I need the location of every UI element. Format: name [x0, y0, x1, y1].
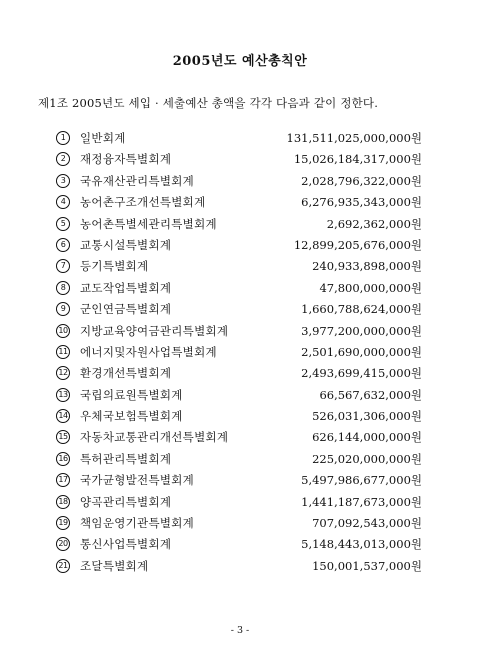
item-number: 2	[56, 152, 70, 166]
budget-item	[0, 363, 480, 384]
budget-item	[0, 278, 480, 299]
item-number: 17	[56, 473, 70, 487]
budget-item	[0, 149, 480, 170]
account-name: 양곡관리특별회계	[80, 494, 172, 509]
account-name: 등기특별회계	[80, 259, 149, 274]
budget-item	[0, 513, 480, 534]
item-number: 12	[56, 366, 70, 380]
budget-item	[0, 470, 480, 491]
account-amount: 150,001,537,000원	[312, 558, 422, 573]
account-name: 군인연금특별회계	[80, 302, 172, 317]
account-amount: 240,933,898,000원	[312, 259, 422, 274]
account-amount: 2,692,362,000원	[326, 216, 422, 231]
budget-item	[0, 235, 480, 256]
account-name: 재정융자특별회계	[80, 152, 172, 167]
account-name: 교통시설특별회계	[80, 237, 172, 252]
budget-item	[0, 321, 480, 342]
account-amount: 66,567,632,000원	[319, 387, 422, 402]
budget-item	[0, 385, 480, 406]
account-name: 지방교육양여금관리특별회계	[80, 323, 229, 338]
account-name: 농어촌특별세관리특별회계	[80, 216, 217, 231]
budget-item	[0, 492, 480, 513]
item-number: 7	[56, 259, 70, 273]
account-amount: 12,899,205,676,000원	[293, 237, 422, 252]
item-number: 3	[56, 174, 70, 188]
budget-item	[0, 534, 480, 555]
account-name: 농어촌구조개선특별회계	[80, 195, 206, 210]
document-title: 2005년도 예산총칙안	[172, 54, 308, 69]
item-number: 9	[56, 302, 70, 316]
account-amount: 626,144,000,000원	[312, 430, 422, 445]
account-amount: 707,092,543,000원	[312, 516, 422, 531]
budget-item	[0, 449, 480, 470]
budget-item	[0, 192, 480, 213]
account-name: 특허관리특별회계	[80, 451, 172, 466]
item-number: 5	[56, 217, 70, 231]
budget-item	[0, 256, 480, 277]
account-name: 에너지및자원사업특별회계	[80, 344, 217, 359]
page-number: - 3 -	[230, 625, 250, 636]
item-number: 1	[56, 131, 70, 145]
budget-item	[0, 342, 480, 363]
item-number: 6	[56, 238, 70, 252]
item-number: 4	[56, 195, 70, 209]
item-number: 18	[56, 495, 70, 509]
budget-item	[0, 406, 480, 427]
account-amount: 526,031,306,000원	[312, 409, 422, 424]
account-name: 자동차교통관리개선특별회계	[80, 430, 229, 445]
budget-item	[0, 171, 480, 192]
account-amount: 1,441,187,673,000원	[301, 494, 422, 509]
account-amount: 2,028,796,322,000원	[301, 173, 422, 188]
account-amount: 2,493,699,415,000원	[301, 366, 422, 381]
item-number: 11	[56, 345, 70, 359]
account-name: 우체국보험특별회계	[80, 409, 183, 424]
account-amount: 47,800,000,000원	[319, 280, 422, 295]
budget-item	[0, 214, 480, 235]
account-name: 국립의료원특별회계	[80, 387, 183, 402]
item-number: 10	[56, 324, 70, 338]
account-amount: 2,501,690,000,000원	[301, 344, 422, 359]
budget-item	[0, 128, 480, 149]
account-amount: 1,660,788,624,000원	[301, 302, 422, 317]
account-name: 일반회계	[80, 131, 126, 145]
account-amount: 5,148,443,013,000원	[301, 537, 422, 552]
item-number: 16	[56, 452, 70, 466]
item-number: 13	[56, 388, 70, 402]
account-name: 통신사업특별회계	[80, 537, 172, 552]
article-intro: 제1조 2005년도 세입 · 세출예산 총액을 각각 다음과 같이 정한다.	[38, 96, 379, 110]
item-number: 14	[56, 409, 70, 423]
account-amount: 3,977,200,000,000원	[301, 323, 422, 338]
account-name: 책임운영기관특별회계	[80, 516, 195, 531]
budget-list	[0, 128, 480, 577]
budget-item	[0, 427, 480, 448]
account-name: 환경개선특별회계	[80, 366, 172, 381]
account-amount: 225,020,000,000원	[312, 451, 422, 466]
account-name: 국유재산관리특별회계	[80, 173, 195, 188]
account-name: 교도작업특별회계	[80, 280, 172, 295]
item-number: 8	[56, 281, 70, 295]
account-name: 조달특별회계	[80, 558, 149, 573]
account-name: 국가균형발전특별회계	[80, 473, 195, 488]
item-number: 15	[56, 430, 70, 444]
budget-item	[0, 299, 480, 320]
item-number: 19	[56, 516, 70, 530]
item-number: 21	[56, 559, 70, 573]
account-amount: 131,511,025,000,000원	[286, 131, 422, 145]
item-number: 20	[56, 537, 70, 551]
budget-item	[0, 556, 480, 577]
account-amount: 5,497,986,677,000원	[301, 473, 422, 488]
account-amount: 15,026,184,317,000원	[293, 152, 422, 167]
account-amount: 6,276,935,343,000원	[301, 195, 422, 210]
